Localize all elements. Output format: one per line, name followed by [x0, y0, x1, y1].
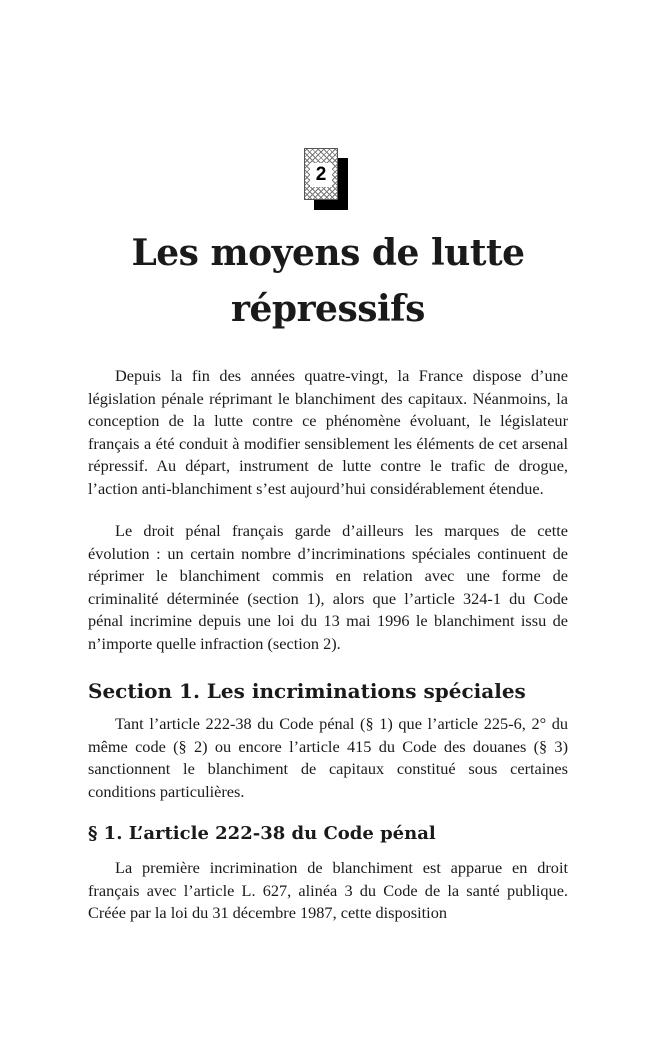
chapter-number-box [304, 148, 348, 210]
second-paragraph-block [88, 520, 568, 666]
section-1-heading: Section 1. Les incriminations spéciales [88, 679, 526, 703]
chapter-title-line-1: Les moyens de lutte [131, 232, 525, 274]
intro-paragraph-block [88, 365, 568, 511]
subsection-1-heading: § 1. L’article 222-38 du Code pénal [88, 823, 436, 844]
chapter-title [88, 225, 568, 337]
chapter-title-line-2: répressifs [231, 288, 425, 330]
section-1-paragraph-block [88, 713, 568, 813]
chapter-box-hatch [304, 148, 338, 200]
paragraph-second: Le droit pénal français garde d’ailleurs les marques de cette évolution : un certain nombre d’incriminations spéciales continuent de réprimer le blanchiment commis en relation avec une forme de criminalité déterminée (section 1), alors que l’article 324-1 du Code pénal incrimine depuis une loi du 13 mai 1996 le blanchiment issu de n’importe quelle infraction (section 2). [88, 521, 568, 653]
paragraph-intro: Depuis la fin des années quatre-vingt, la France dispose d’une législation pénale réprimant le blanchiment des capitaux. Néanmoins, la conception de la lutte contre ce phénomène évoluant, le législateur français a été conduit à modifier sensiblement les éléments de cet arsenal répressif. Au départ, instrument de lutte contre le trafic de drogue, l’action anti-blanchiment s’est aujourd’hui considérablement étendue. [88, 366, 568, 498]
chapter-number: 2 [310, 163, 332, 187]
paragraph-subsection-1: La première incrimination de blanchiment est apparue en droit français avec l’article L. 627, alinéa 3 du Code de la santé publique. Créée par la loi du 31 décembre 1987, cette disposition [88, 858, 568, 923]
paragraph-section-1: Tant l’article 222-38 du Code pénal (§ 1) que l’article 225-6, 2° du même code (§ 2) ou encore l’article 415 du Code des douanes (§ 3) sanctionnent le blanchiment de capitaux constitué sous certaines conditions particulières. [88, 714, 568, 801]
subsection-1-paragraph-block [88, 857, 568, 935]
